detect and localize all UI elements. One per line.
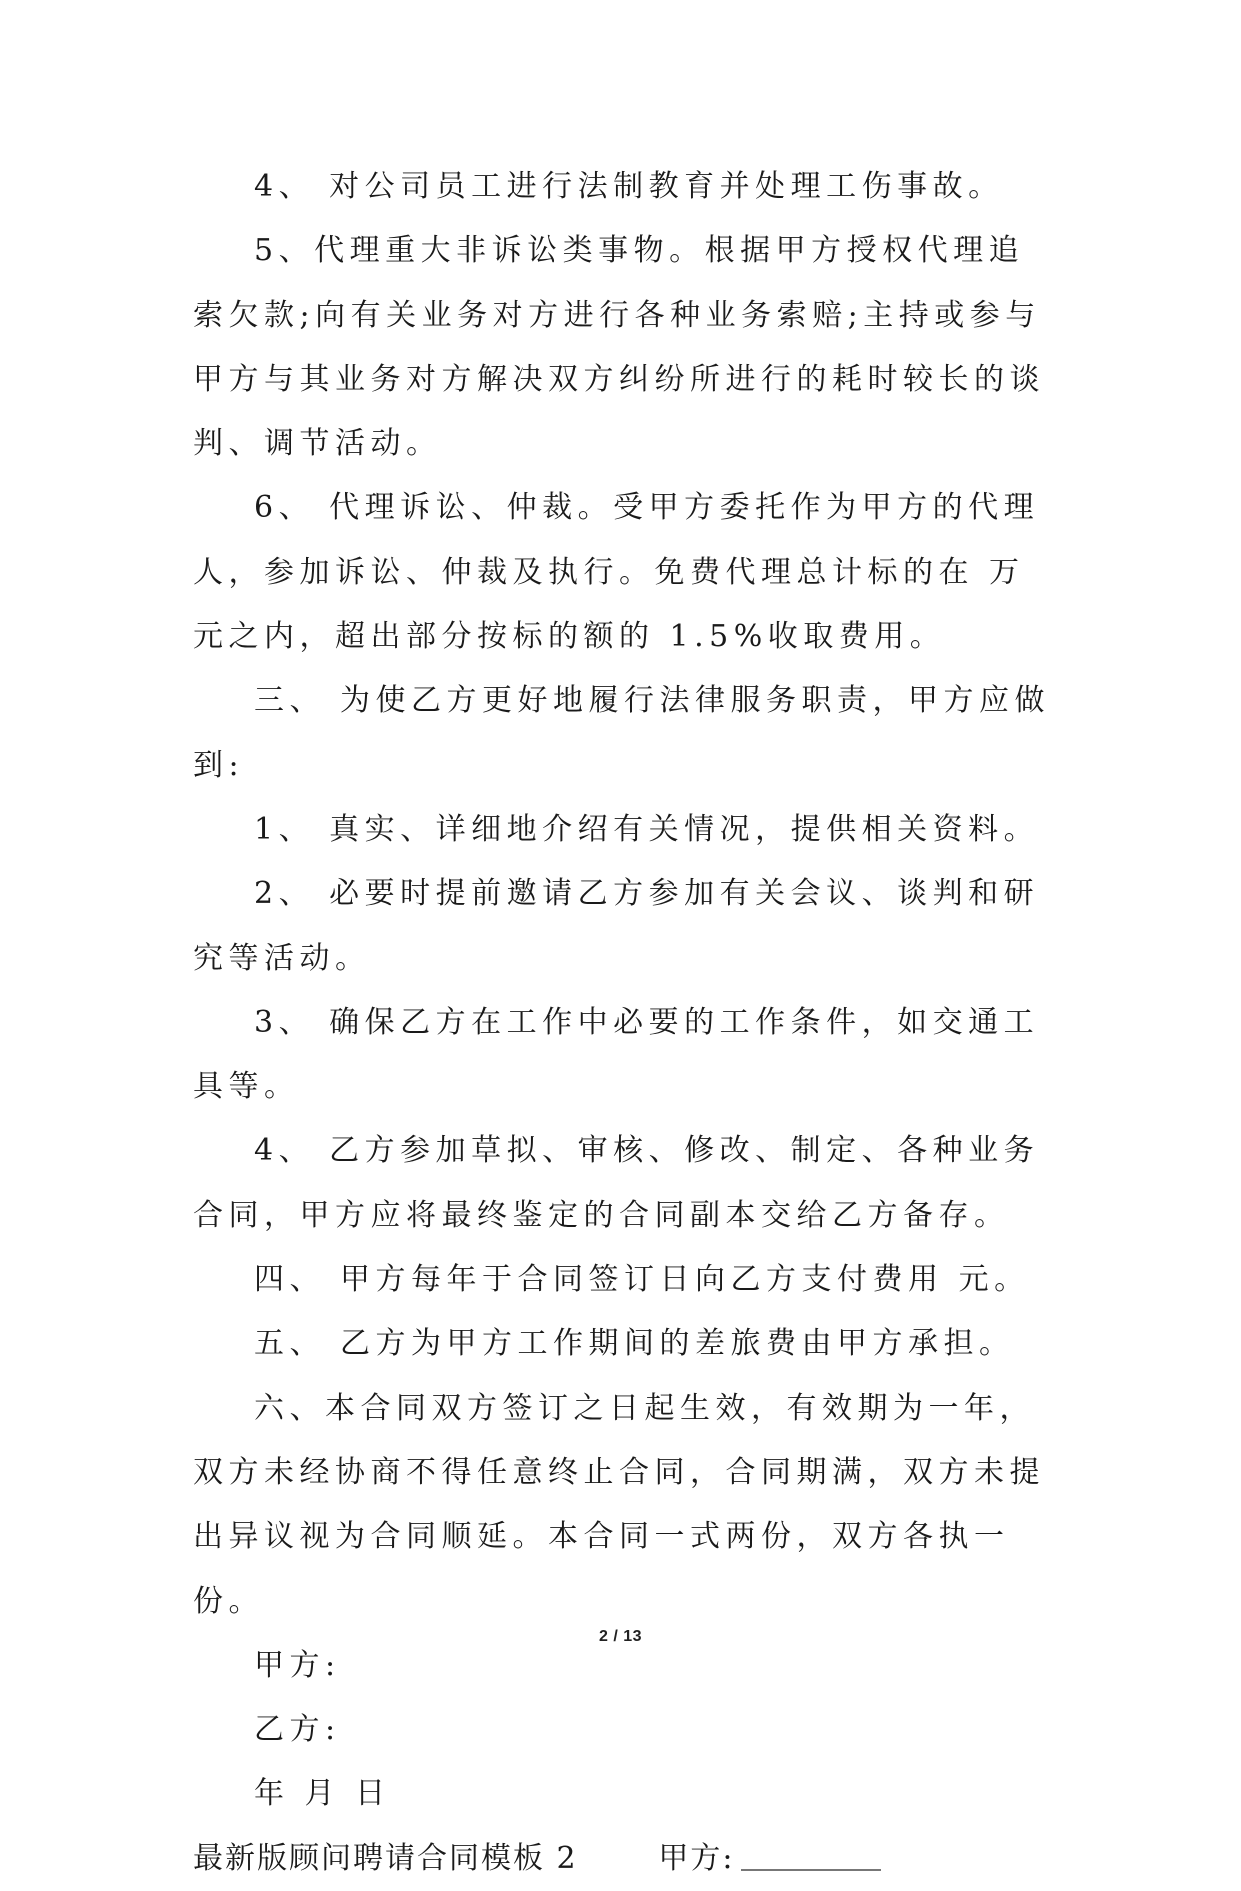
party-b-signature-label: 乙方: <box>254 1712 341 1748</box>
section-3-heading: 三、 为使乙方更好地履行法律服务职责，甲方应做到: <box>193 683 1051 783</box>
section-3-item-4: 4、 乙方参加草拟、审核、修改、制定、各种业务合同，甲方应将最终鉴定的合同副本交给乙方备存。 <box>193 1133 1040 1233</box>
next-party-a-label: 甲方: <box>658 1840 735 1876</box>
party-a-signature-label: 甲方: <box>254 1647 341 1683</box>
section-4-payment: 四、 甲方每年于合同签订日向乙方支付费用 元。 <box>254 1262 1030 1298</box>
clause-5-non-litigation: 5、代理重大非诉讼类事物。根据甲方授权代理追索欠款;向有关业务对方进行各种业务索赔;主持或参与甲方与其业务对方解决双方纠纷所进行的耗时较长的谈判、调节活动。 <box>193 233 1045 462</box>
section-5-travel-expenses: 五、 乙方为甲方工作期间的差旅费由甲方承担。 <box>254 1326 1015 1362</box>
section-3-item-3: 3、 确保乙方在工作中必要的工作条件，如交通工具等。 <box>193 1004 1040 1105</box>
signature-date-line: 年 月 日 <box>254 1776 391 1812</box>
page-number: 2 / 13 <box>598 1628 643 1645</box>
clause-4-labor-education: 4、 对公司员工进行法制教育并处理工伤事故。 <box>254 169 1004 204</box>
party-a-blank-underline <box>741 1869 881 1871</box>
section-3-item-2: 2、 必要时提前邀请乙方参加有关会议、谈判和研究等活动。 <box>193 876 1040 976</box>
next-template-line <box>193 1827 1053 1891</box>
section-3-item-1: 1、 真实、详细地介绍有关情况，提供相关资料。 <box>254 811 1040 847</box>
clause-6-litigation: 6、 代理诉讼、仲裁。受甲方委托作为甲方的代理人，参加诉讼、仲裁及执行。免费代理总计标的在 万元之内，超出部分按标的额的 1.5%收取费用。 <box>193 490 1040 655</box>
next-template-title: 最新版顾问聘请合同模板 2 <box>193 1840 578 1876</box>
section-6-validity: 六、本合同双方签订之日起生效，有效期为一年，双方未经协商不得任意终止合同，合同期满，双方未提出异议视为合同顺延。本合同一式两份，双方各执一份。 <box>193 1390 1045 1619</box>
